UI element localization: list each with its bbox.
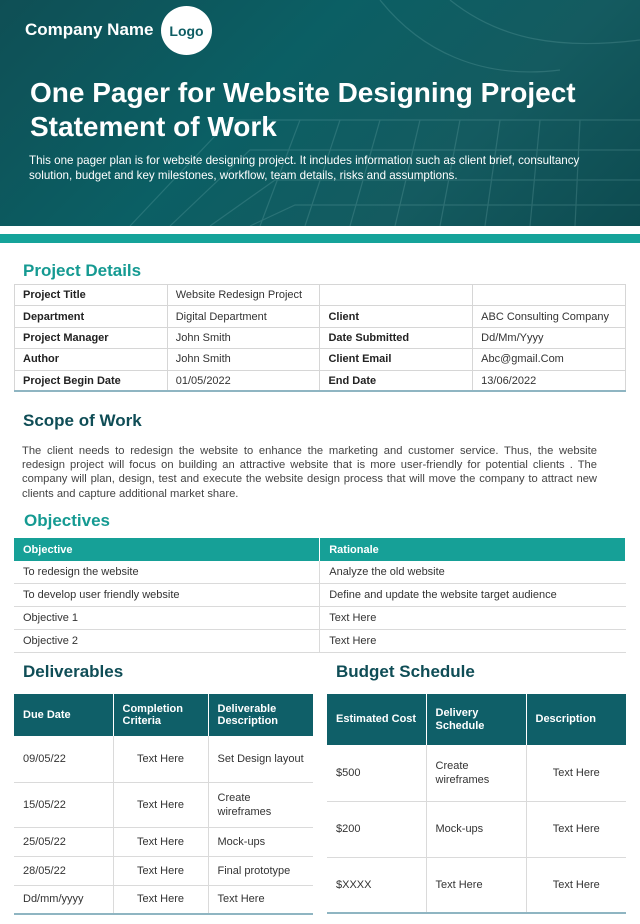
objective-cell: To develop user friendly website: [14, 584, 320, 607]
table-row: [14, 856, 313, 885]
budget-col-cost: Estimated Cost: [327, 694, 426, 745]
objective-cell: Objective 2: [14, 629, 320, 652]
detail-label: Project Title: [15, 285, 168, 306]
completion-cell: Text Here: [113, 782, 208, 827]
table-row: [15, 327, 626, 348]
table-row: [14, 885, 313, 914]
table-row: [327, 857, 626, 913]
table-row: [14, 561, 626, 584]
table-row: [15, 306, 626, 327]
rationale-cell: Define and update the website target audience: [320, 584, 626, 607]
detail-label: Author: [15, 349, 168, 370]
detail-value: John Smith: [167, 349, 320, 370]
detail-value: 13/06/2022: [473, 370, 626, 391]
objective-cell: Objective 1: [14, 607, 320, 630]
description-cell: Create wireframes: [208, 782, 313, 827]
schedule-cell: Text Here: [426, 857, 526, 913]
accent-bar: [0, 234, 640, 243]
detail-value: Dd/Mm/Yyyy: [473, 327, 626, 348]
due-date-cell: 28/05/22: [14, 856, 113, 885]
detail-label: [320, 285, 473, 306]
objectives-table: [14, 538, 626, 653]
description-cell: Text Here: [526, 801, 626, 857]
due-date-cell: 09/05/22: [14, 736, 113, 782]
due-date-cell: Dd/mm/yyyy: [14, 885, 113, 914]
logo: Logo: [161, 6, 212, 55]
table-row: [15, 285, 626, 306]
description-cell: Text Here: [526, 857, 626, 913]
description-cell: Mock-ups: [208, 827, 313, 856]
schedule-cell: Mock-ups: [426, 801, 526, 857]
cost-cell: $500: [327, 745, 426, 801]
table-row: [14, 827, 313, 856]
due-date-cell: 15/05/22: [14, 782, 113, 827]
rationale-cell: Text Here: [320, 607, 626, 630]
detail-label: Project Manager: [15, 327, 168, 348]
table-row: [14, 607, 626, 630]
deliverables-col-due-date: Due Date: [14, 694, 113, 736]
objective-cell: To redesign the website: [14, 561, 320, 584]
completion-cell: Text Here: [113, 827, 208, 856]
detail-value: Digital Department: [167, 306, 320, 327]
deliverables-col-description: Deliverable Description: [208, 694, 313, 736]
table-row: [327, 801, 626, 857]
scope-text: The client needs to redesign the website to enhance the marketing and customer service. Thus, the website redesign project will focus on building an attractive website that is more user-friendly for potential clients . The company will plan, design, test and execute the website design process that will move the company to attract new clients and capture additional market share.: [22, 445, 597, 500]
detail-label: Date Submitted: [320, 327, 473, 348]
deliverables-table: [14, 694, 313, 915]
table-row: [14, 629, 626, 652]
detail-label: Client Email: [320, 349, 473, 370]
table-row: [15, 349, 626, 370]
project-details-table: [14, 284, 626, 392]
company-name: Company Name: [25, 20, 154, 39]
schedule-cell: Create wireframes: [426, 745, 526, 801]
table-row: [14, 782, 313, 827]
detail-label: End Date: [320, 370, 473, 391]
rationale-cell: Analyze the old website: [320, 561, 626, 584]
cost-cell: $200: [327, 801, 426, 857]
due-date-cell: 25/05/22: [14, 827, 113, 856]
table-row: [14, 736, 313, 782]
detail-label: Project Begin Date: [15, 370, 168, 391]
detail-label: Department: [15, 306, 168, 327]
objectives-heading: Objectives: [24, 511, 110, 530]
detail-label: Client: [320, 306, 473, 327]
budget-heading: Budget Schedule: [336, 662, 475, 681]
detail-value: [473, 285, 626, 306]
objectives-col-rationale: Rationale: [320, 538, 626, 561]
description-cell: Text Here: [208, 885, 313, 914]
completion-cell: Text Here: [113, 856, 208, 885]
table-row: [327, 745, 626, 801]
completion-cell: Text Here: [113, 736, 208, 782]
detail-value: 01/05/2022: [167, 370, 320, 391]
detail-value: Website Redesign Project: [167, 285, 320, 306]
description-cell: Text Here: [526, 745, 626, 801]
table-row: [15, 370, 626, 391]
objectives-col-objective: Objective: [14, 538, 320, 561]
detail-value: John Smith: [167, 327, 320, 348]
deliverables-col-completion: Completion Criteria: [113, 694, 208, 736]
page-title: One Pager for Website Designing Project Statement of Work: [30, 77, 576, 142]
intro-text: This one pager plan is for website designing project. It includes information such as client brief, consultancy solution, budget and key milestones, workflow, team details, risks and assumptions.: [29, 154, 580, 182]
description-cell: Set Design layout: [208, 736, 313, 782]
project-details-heading: Project Details: [23, 261, 142, 280]
detail-value: Abc@gmail.Com: [473, 349, 626, 370]
budget-table: [327, 694, 626, 914]
completion-cell: Text Here: [113, 885, 208, 914]
cost-cell: $XXXX: [327, 857, 426, 913]
header-banner: [0, 0, 640, 226]
deliverables-heading: Deliverables: [23, 662, 124, 681]
detail-value: ABC Consulting Company: [473, 306, 626, 327]
rationale-cell: Text Here: [320, 629, 626, 652]
budget-col-schedule: Delivery Schedule: [426, 694, 526, 745]
budget-col-description: Description: [526, 694, 626, 745]
description-cell: Final prototype: [208, 856, 313, 885]
table-row: [14, 584, 626, 607]
scope-heading: Scope of Work: [23, 411, 142, 430]
